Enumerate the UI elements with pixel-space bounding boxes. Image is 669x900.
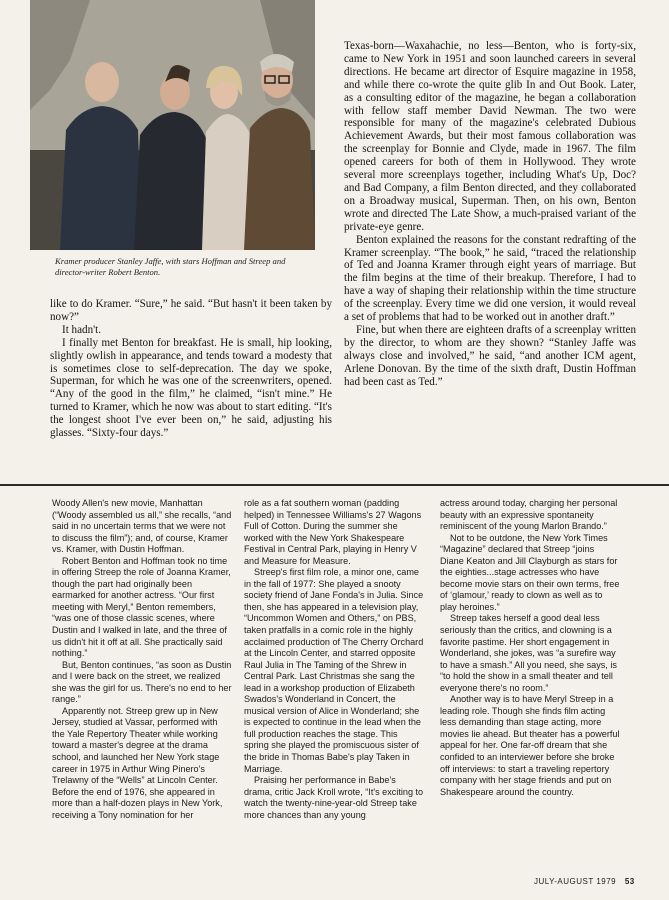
paragraph: But, Benton continues, “as soon as Dustin and I were back on the street, we realized she was the girl for us. There's no end to her range.” <box>52 659 232 705</box>
paragraph: role as a fat southern woman (padding helped) in Tennessee Williams's 27 Wagons Full of Cotton. During the summer she worked with the New York Shakespeare Festival in Central Park, playing in Henry V and Measure for Measure. <box>244 498 422 566</box>
page-footer <box>534 877 635 886</box>
paragraph: Apparently not. Streep grew up in New Jersey, studied at Vassar, performed with the Yale Repertory Theater while working toward a master's degree at the drama school, and launched her New York stage career in 1975 in Arthur Wing Pinero's Trelawny of the “Wells” at Lincoln Center. Before the end of 1976, she appeared in more than a half-dozen plays in New York, receiving a Tony nomination for her <box>52 705 223 820</box>
article-column-top-left <box>50 298 332 440</box>
sidebar-column-2 <box>244 498 424 821</box>
paragraph: Robert Benton and Hoffman took no time in offering Streep the role of Joanna Kramer, though the part had originally been earmarked for another actress. “Our first meeting with Meryl,” Benton remembers, “was one of those classic scenes, where Dustin and I walked in late, and the three of us didn't hit it off at all. She practically said nothing.” <box>52 555 231 659</box>
paragraph: It hadn't. <box>62 323 101 336</box>
paragraph: actress around today, charging her personal beauty with an expressive spontaneity reminiscent of the young Marlon Brando.” <box>440 498 618 532</box>
paragraph: Praising her performance in Babe's drama, critic Jack Kroll wrote, “It's exciting to watch the twenty-nine-year-old Streep take more chances than any young <box>244 775 424 820</box>
paragraph: Woody Allen's new movie, Manhattan (“Woody assembled us all,” she recalls, “and said in no uncertain terms that we were not to discuss the film”); and, of course, Kramer vs. Kramer, with Dustin Hoffman. <box>52 498 232 555</box>
paragraph: Streep takes herself a good deal less seriously than the critics, and clowning is a favorite pastime. Her short engagement in Wonderland, she jokes, was “a surefire way to have a smash.” All you need, she says, is “to hold the show in a small theater and tell everyone there's no room.” <box>440 613 617 693</box>
paragraph: Another way is to have Meryl Streep in a leading role. Though she finds film acting less demanding than stage acting, more movies lie ahead. But theater has a powerful appeal for her. One far-off dream that she confided to an interviewer before she broke off interviews: to start a traveling repertory company with her stage friends and put on Shakespeare around the country. <box>440 694 620 797</box>
page-number: 53 <box>624 877 635 886</box>
article-column-top-right <box>344 40 636 388</box>
cast-photo-image <box>30 0 315 250</box>
paragraph: I finally met Benton for breakfast. He is small, hip looking, slightly owlish in appearance, and tends toward a modesty that is sometimes close to self-deprecation. The day we spoke, Superman, for which he was one of the screenwriters, opened. “Any of the good in the film,” he claimed, “isn't mine.” He turned to Kramer, which he now was about to start editing. “It's the longest shoot I've ever been on,” he said, adjusting his glasses. “Sixty-four days.” <box>50 336 332 440</box>
paragraph: Fine, but when there are eighteen drafts of a screenplay written by the director, to whom are they shown? “Stanley Jaffe was always close and involved,” he said, “and another ICM agent, Arlene Donovan. By the time of the sixth draft, Dustin Hoffman had been cast as Ted.” <box>344 323 637 388</box>
sidebar-column-3 <box>440 498 620 798</box>
paragraph: Benton explained the reasons for the constant redrafting of the Kramer screenplay. “The book,” he said, “traced the relationship of Ted and Joanna Kramer through eight years of marriage. But the film begins at the time of their breakup. Therefore, I had to have a way of shaping their relationship within the time structure of the screenplay. Every time we did one version, it would reveal a set of problems that had to be worked out in another draft.” <box>344 233 636 324</box>
section-divider <box>0 484 669 486</box>
paragraph: like to do Kramer. “Sure,” he said. “But hasn't it been taken by now?” <box>50 298 332 323</box>
sidebar-column-1 <box>52 498 232 821</box>
paragraph: Streep's first film role, a minor one, came in the fall of 1977: She played a snooty society friend of Jane Fonda's in Julia. Since then, she has appeared in a television play, “Uncommon Women and Others,” on PBS, taken pratfalls in a comic role in the highly acclaimed production of The Cherry Orchard at the Lincoln Center, and starred opposite Raul Julia in The Taming of the Shrew in Central Park. Last Christmas she sang the lead in a workshop production of Elizabeth Swados's Wonderland in Concert, the musical version of Alice in Wonderland; she is expected to continue in the lead when the full production reaches the stage. This spring she played the promiscuous sister of the bride in Thomas Babe's play Taken in Marriage. <box>244 567 424 774</box>
cast-photo <box>30 0 315 250</box>
paragraph: Not to be outdone, the New York Times “Magazine” declared that Streep “joins Diane Keaton and Jill Clayburgh as stars for the eighties...stage actresses who have become movie stars on their own terms, free of ‘glamour,’ ready to clown as well as to play heroines.” <box>440 532 620 612</box>
issue-date: JULY-AUGUST 1979 <box>534 877 617 886</box>
paragraph: Texas-born—Waxahachie, no less—Benton, who is forty-six, came to New York in 1951 and soon launched careers in several directions. He became art director of Esquire magazine in 1958, and while there co-wrote the quite glib In and Out Book. Later, as a consulting editor of the magazine, he began a collaboration with fellow staff member David Newman. The two were responsible for many of the magazine's celebrated Dubious Achievement Awards, but their most famous collaboration was the screenplay for Bonnie and Clyde, made in 1967. The film opened careers for both of them in Hollywood. They wrote several more screenplays together, including What's Up, Doc? and Bad Company, a film Benton directed, and they collaborated on a Broadway musical, Superman. Then, on his own, Benton wrote and directed The Late Show, a much-praised variant of the private-eye genre. <box>344 40 636 233</box>
photo-caption: Kramer producer Stanley Jaffe, with stars Hoffman and Streep and director-writer Robert Benton. <box>55 256 286 277</box>
